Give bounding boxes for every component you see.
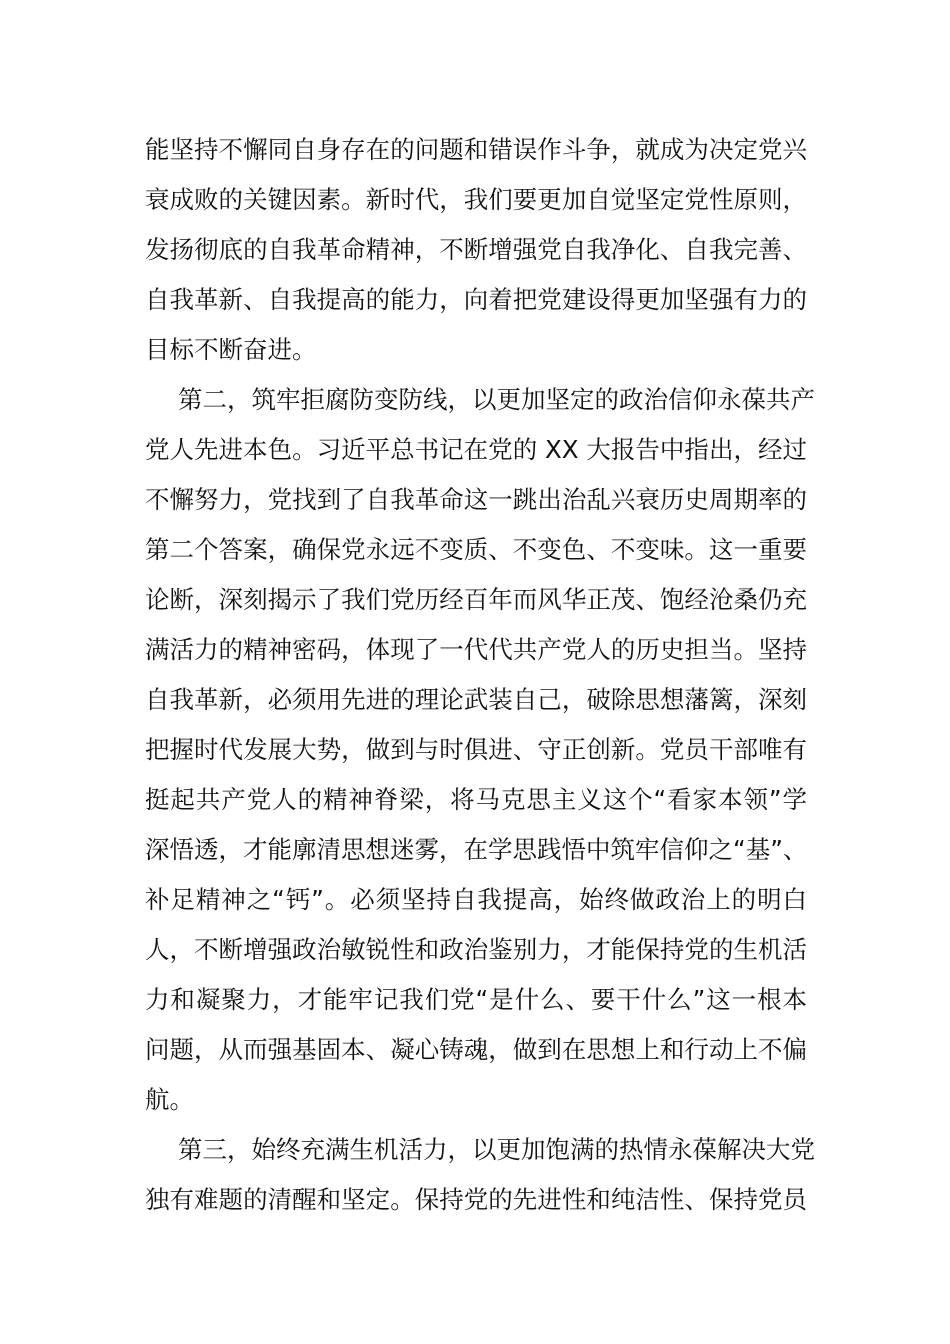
text-line: 把握时代发展大势，做到与时俱进、守正创新。党员干部唯有 [145, 735, 807, 764]
text-line: 问题，从而强基固本、凝心铸魂，做到在思想上和行动上不偏 [145, 1035, 807, 1064]
text-line: 自我革新、自我提高的能力，向着把党建设得更加坚强有力的 [145, 285, 807, 314]
text-line: 补足精神之“钙”。必须坚持自我提高，始终做政治上的明白 [145, 885, 807, 914]
text-line: 力和凝聚力，才能牢记我们党“是什么、要干什么”这一根本 [145, 985, 807, 1014]
text-line: 不懈努力，党找到了自我革命这一跳出治乱兴衰历史周期率的 [145, 485, 807, 514]
text-line: 独有难题的清醒和坚定。保持党的先进性和纯洁性、保持党员 [145, 1185, 807, 1214]
text-line: 论断，深刻揭示了我们党历经百年而风华正茂、饱经沧桑仍充 [145, 585, 807, 614]
text-line: 满活力的精神密码，体现了一代代共产党人的历史担当。坚持 [145, 635, 807, 664]
text-line: 目标不断奋进。 [145, 335, 317, 364]
text-line: 人，不断增强政治敏锐性和政治鉴别力，才能保持党的生机活 [145, 935, 807, 964]
body-text [145, 125, 815, 1225]
text-line: 第二个答案，确保党永远不变质、不变色、不变味。这一重要 [145, 535, 807, 564]
text-line: 第二，筑牢拒腐防变防线，以更加坚定的政治信仰永葆共产 [178, 385, 815, 414]
text-line: 自我革新，必须用先进的理论武装自己，破除思想藩篱，深刻 [145, 685, 807, 714]
text-line: 发扬彻底的自我革命精神，不断增强党自我净化、自我完善、 [145, 235, 807, 264]
text-line: 能坚持不懈同自身存在的问题和错误作斗争，就成为决定党兴 [145, 135, 807, 164]
text-line: 第三，始终充满生机活力，以更加饱满的热情永葆解决大党 [178, 1135, 815, 1164]
text-line: 党人先进本色。习近平总书记在党的 XX 大报告中指出，经过 [145, 435, 807, 464]
text-line: 衰成败的关键因素。新时代，我们要更加自觉坚定党性原则， [145, 185, 807, 214]
text-line: 挺起共产党人的精神脊梁，将马克思主义这个“看家本领”学 [145, 785, 807, 814]
text-line: 航。 [145, 1085, 194, 1114]
text-line: 深悟透，才能廓清思想迷雾，在学思践悟中筑牢信仰之“基”、 [145, 835, 808, 864]
